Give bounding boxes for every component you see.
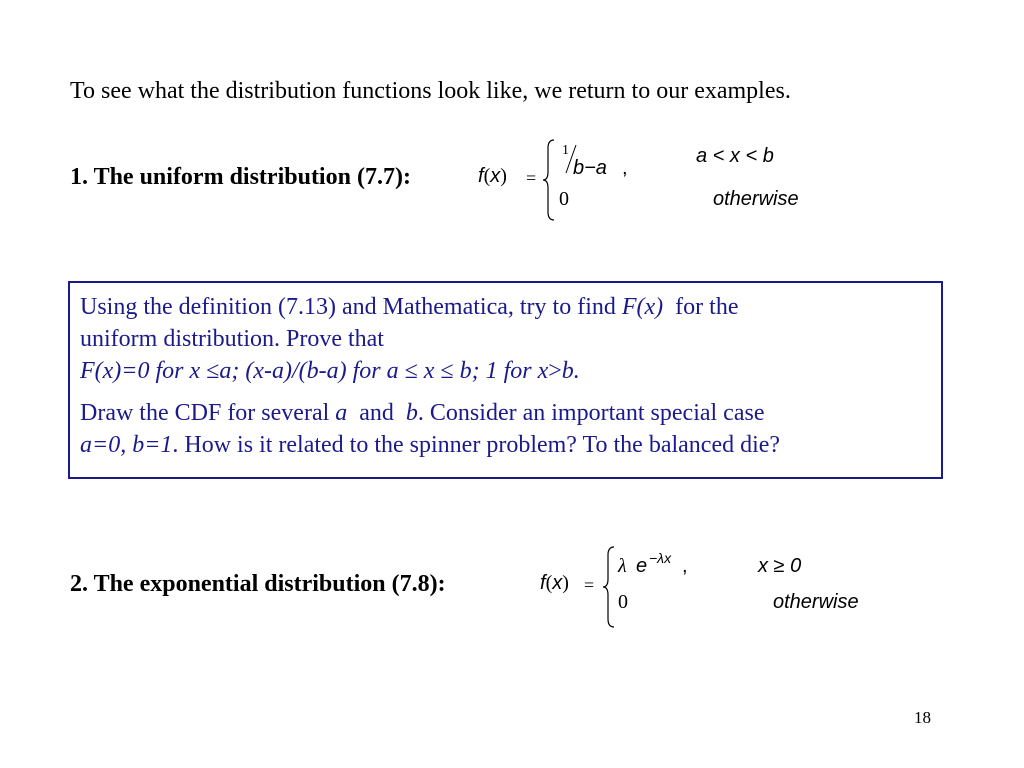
exponential-equals: = — [584, 575, 595, 595]
exponential-e: e — [636, 555, 648, 577]
exercise-p2-text: Draw the CDF for several — [80, 400, 336, 426]
exercise-p2-case: a=0, b=1 — [80, 432, 173, 458]
uniform-frac-den: b−a — [573, 157, 607, 179]
uniform-condition: a < x < b — [696, 145, 774, 167]
exercise-line1-end: for the — [663, 294, 739, 320]
uniform-heading — [70, 164, 411, 191]
uniform-zero: 0 — [559, 188, 569, 210]
uniform-formula — [478, 138, 838, 222]
uniform-fx-f: f — [478, 165, 484, 187]
exponential-fx-x: x — [552, 572, 563, 594]
intro-text: To see what the distribution functions look like, we return to our examples. — [70, 78, 791, 104]
uniform-otherwise: otherwise — [713, 188, 799, 210]
exercise-p2-var-b: b — [405, 400, 418, 426]
uniform-brace-icon — [542, 138, 556, 222]
exercise-p2-var-a: a — [335, 400, 348, 426]
exercise-paragraph-2 — [70, 397, 941, 461]
page-number: 18 — [914, 708, 931, 727]
exponential-fx-close: ) — [562, 572, 569, 594]
exercise-line3-a: F(x)=0 for x ≤a; (x-a)/(b-a) for a ≤ x ≤ b; 1 for x — [80, 358, 549, 384]
uniform-fx-x: x — [490, 165, 501, 187]
exponential-lambda: λ — [618, 555, 627, 577]
uniform-fx-close: ) — [500, 165, 507, 187]
exponential-heading: 2. The exponential distribution (7.8): — [70, 571, 446, 597]
exercise-line1-F: F(x) — [621, 294, 664, 320]
exponential-zero: 0 — [618, 591, 628, 613]
exercise-line3-b: b. — [561, 358, 580, 384]
uniform-comma: , — [622, 157, 628, 179]
exercise-p2-rest: . Consider an important special case — [417, 400, 765, 426]
uniform-heading-ref: (7.7): — [356, 164, 411, 190]
exercise-paragraph-1 — [70, 291, 941, 387]
exercise-p2-and: and — [347, 400, 406, 426]
exponential-exponent: −λx — [649, 550, 672, 566]
exponential-comma: , — [682, 555, 688, 577]
exponential-brace-icon — [602, 545, 616, 629]
uniform-fx-open: ( — [483, 165, 491, 187]
exercise-line3-gt: > — [548, 358, 562, 384]
exponential-condition: x ≥ 0 — [758, 555, 802, 577]
uniform-frac-num: 1 — [562, 143, 569, 158]
exponential-fx — [540, 573, 569, 593]
uniform-heading-title: 1. The uniform distribution — [70, 164, 357, 190]
exercise-line1-text: Using the definition (7.13) and Mathematica, try to find — [80, 294, 622, 320]
exercise-p2-end: . How is it related to the spinner problem? To the balanced die? — [172, 432, 781, 458]
uniform-equals: = — [526, 168, 537, 188]
exponential-fx-open: ( — [545, 572, 553, 594]
exponential-otherwise: otherwise — [773, 591, 859, 613]
uniform-fx — [478, 166, 507, 186]
exercise-box — [68, 281, 943, 479]
exponential-fx-f: f — [540, 572, 546, 594]
exercise-line2: uniform distribution. Prove that — [80, 326, 384, 352]
exponential-formula — [540, 545, 900, 629]
